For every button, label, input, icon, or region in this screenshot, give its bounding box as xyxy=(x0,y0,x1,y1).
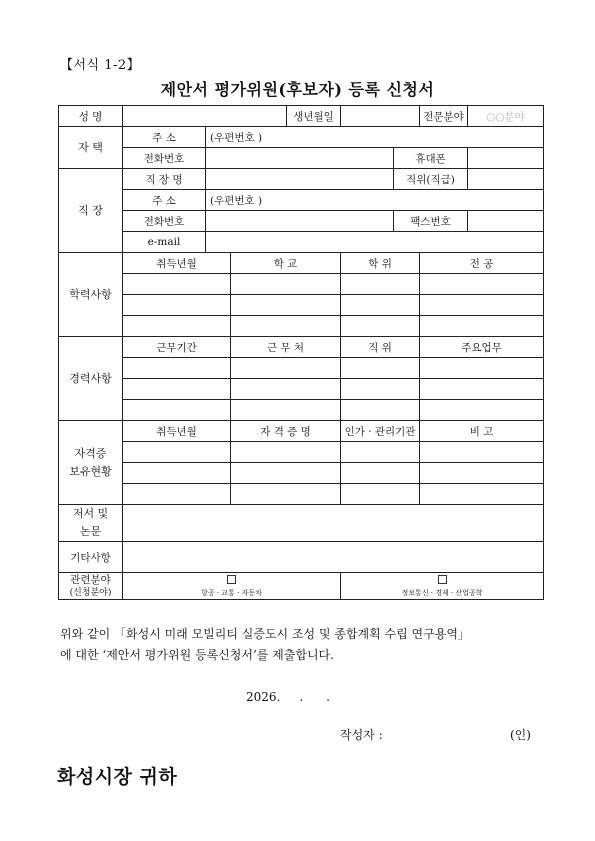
education-header-row xyxy=(59,253,544,274)
home-address-label: 주 소 xyxy=(123,127,206,148)
certificate-section-line1: 자격증 xyxy=(74,446,107,460)
certificate-cell[interactable] xyxy=(420,463,544,484)
company-field[interactable] xyxy=(206,169,394,190)
form-title: 제안서 평가위원(후보자) 등록 신청서 xyxy=(160,80,435,99)
career-row xyxy=(59,379,544,400)
mobile-field[interactable] xyxy=(468,148,544,169)
certificate-cell[interactable] xyxy=(231,442,341,463)
career-cell[interactable] xyxy=(231,358,341,379)
publications-label-line1: 저서 및 xyxy=(72,507,109,520)
education-header-major: 전 공 xyxy=(420,253,544,274)
education-row xyxy=(59,316,544,337)
position-label: 직위(직급) xyxy=(394,169,468,190)
email-label: e-mail xyxy=(123,232,206,253)
career-cell[interactable] xyxy=(231,379,341,400)
certificate-row xyxy=(59,442,544,463)
education-cell[interactable] xyxy=(341,274,420,295)
certificate-cell[interactable] xyxy=(231,463,341,484)
email-field[interactable] xyxy=(206,232,544,253)
career-cell[interactable] xyxy=(420,379,544,400)
work-email-row xyxy=(59,232,544,253)
related-field-label xyxy=(59,573,123,600)
checkbox-ict[interactable] xyxy=(438,575,447,584)
education-cell[interactable] xyxy=(420,316,544,337)
certificate-cell[interactable] xyxy=(341,442,420,463)
birth-label: 생년월일 xyxy=(287,106,341,127)
career-header-duties: 주요업무 xyxy=(420,337,544,358)
birth-field[interactable] xyxy=(341,106,420,127)
career-header-workplace: 근 무 처 xyxy=(231,337,341,358)
home-address-row xyxy=(59,127,544,148)
name-row xyxy=(59,106,544,127)
career-cell[interactable] xyxy=(123,379,231,400)
certificate-cell[interactable] xyxy=(341,484,420,505)
option-transport-label: 항공 · 교통 · 자동차 xyxy=(201,588,262,597)
application-form-table xyxy=(58,105,544,600)
other-field[interactable] xyxy=(123,542,544,573)
certificate-row xyxy=(59,463,544,484)
career-cell[interactable] xyxy=(341,379,420,400)
education-row xyxy=(59,295,544,316)
work-address-field[interactable]: (우편번호 ) xyxy=(206,190,544,211)
education-cell[interactable] xyxy=(341,316,420,337)
education-cell[interactable] xyxy=(123,295,231,316)
certificate-cell[interactable] xyxy=(341,463,420,484)
seal-label: (인) xyxy=(510,728,531,742)
publications-row xyxy=(59,505,544,542)
statement-line1: 위와 같이 「화성시 미래 모빌리티 실증도시 조성 및 종합계획 수립 연구용역」 xyxy=(60,627,470,641)
career-cell[interactable] xyxy=(341,358,420,379)
certificate-header-issuer: 인가 · 관리기관 xyxy=(341,421,420,442)
related-field-option-ict[interactable] xyxy=(341,573,544,600)
certificate-cell[interactable] xyxy=(123,484,231,505)
education-cell[interactable] xyxy=(420,295,544,316)
certificate-header-remarks: 비 고 xyxy=(420,421,544,442)
publications-label-line2: 논문 xyxy=(79,525,102,538)
option-ict-label: 정보통신 · 경제 · 산업공학 xyxy=(401,588,483,597)
career-header-position: 직 위 xyxy=(341,337,420,358)
certificate-header-name: 자 격 증 명 xyxy=(231,421,341,442)
career-cell[interactable] xyxy=(231,400,341,421)
work-phone-field[interactable] xyxy=(206,211,394,232)
position-field[interactable] xyxy=(468,169,544,190)
name-label: 성 명 xyxy=(59,106,123,127)
home-phone-field[interactable] xyxy=(206,148,394,169)
other-label: 기타사항 xyxy=(59,542,123,573)
certificate-cell[interactable] xyxy=(420,442,544,463)
publications-label xyxy=(59,505,123,542)
career-cell[interactable] xyxy=(420,400,544,421)
statement-line2: 에 대한 ‘제안서 평가위원 등록신청서’를 제출합니다. xyxy=(60,648,334,662)
publications-field[interactable] xyxy=(123,505,544,542)
company-label: 직 장 명 xyxy=(123,169,206,190)
author-label: 작성자 : xyxy=(340,728,383,742)
work-company-row xyxy=(59,169,544,190)
education-cell[interactable] xyxy=(123,316,231,337)
work-address-label: 주 소 xyxy=(123,190,206,211)
form-code: 【서식 1-2】 xyxy=(60,58,141,73)
career-cell[interactable] xyxy=(420,358,544,379)
checkbox-transport[interactable] xyxy=(227,575,236,584)
education-header-date: 취득년월 xyxy=(123,253,231,274)
certificate-header-date: 취득년월 xyxy=(123,421,231,442)
related-field-label-line2: (신청분야) xyxy=(69,587,112,598)
education-section-label: 학력사항 xyxy=(59,253,123,337)
education-row xyxy=(59,274,544,295)
career-header-row xyxy=(59,337,544,358)
other-row xyxy=(59,542,544,573)
career-cell[interactable] xyxy=(123,400,231,421)
work-phone-row xyxy=(59,211,544,232)
mobile-label: 휴대폰 xyxy=(394,148,468,169)
fax-field[interactable] xyxy=(468,211,544,232)
certificate-header-row xyxy=(59,421,544,442)
certificate-cell[interactable] xyxy=(420,484,544,505)
education-cell[interactable] xyxy=(231,274,341,295)
home-phone-row xyxy=(59,148,544,169)
career-section-label: 경력사항 xyxy=(59,337,123,421)
certificate-cell[interactable] xyxy=(231,484,341,505)
certificate-section-line2: 보유현황 xyxy=(69,464,112,478)
work-phone-label: 전화번호 xyxy=(123,211,206,232)
career-row xyxy=(59,358,544,379)
education-header-school: 학 교 xyxy=(231,253,341,274)
home-section-label: 자 택 xyxy=(59,127,123,169)
field-input[interactable]: ○○분야 xyxy=(468,106,544,127)
education-cell[interactable] xyxy=(420,274,544,295)
fax-label: 팩스번호 xyxy=(394,211,468,232)
related-field-row xyxy=(59,573,544,600)
education-cell[interactable] xyxy=(123,274,231,295)
certificate-cell[interactable] xyxy=(123,463,231,484)
certificate-cell[interactable] xyxy=(123,442,231,463)
career-cell[interactable] xyxy=(341,400,420,421)
certificate-section-label xyxy=(59,421,123,505)
statement xyxy=(60,624,550,666)
education-cell[interactable] xyxy=(341,295,420,316)
field-label: 전문분야 xyxy=(420,106,468,127)
work-address-row xyxy=(59,190,544,211)
date-field[interactable]: 2026. . . xyxy=(246,690,330,704)
related-field-label-line1: 관련분야 xyxy=(70,573,111,586)
work-section-label: 직 장 xyxy=(59,169,123,253)
certificate-row xyxy=(59,484,544,505)
career-cell[interactable] xyxy=(123,358,231,379)
career-header-period: 근무기간 xyxy=(123,337,231,358)
recipient: 화성시장 귀하 xyxy=(57,766,178,788)
education-header-degree: 학 위 xyxy=(341,253,420,274)
career-row xyxy=(59,400,544,421)
related-field-option-transport[interactable] xyxy=(123,573,341,600)
name-field[interactable] xyxy=(123,106,287,127)
home-address-field[interactable]: (우편번호 ) xyxy=(206,127,544,148)
education-cell[interactable] xyxy=(231,295,341,316)
home-phone-label: 전화번호 xyxy=(123,148,206,169)
education-cell[interactable] xyxy=(231,316,341,337)
